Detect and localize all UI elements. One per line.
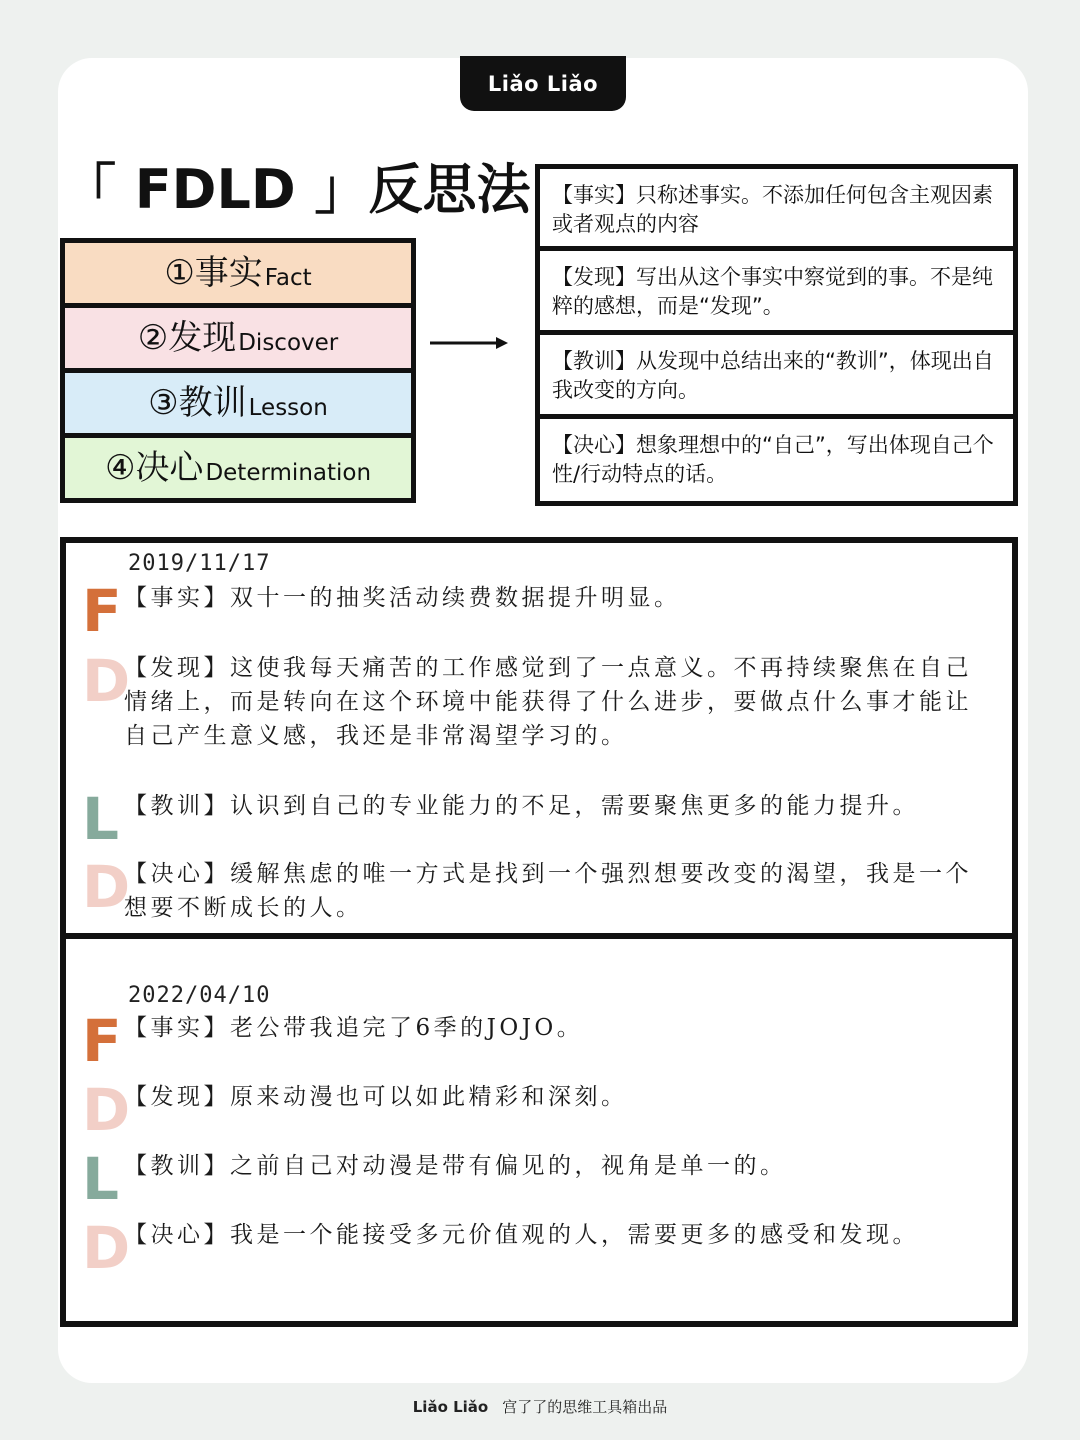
brand-logo: Liǎo Liǎo: [460, 56, 626, 111]
entry-text: 【决心】缓解焦虑的唯一方式是找到一个强烈想要改变的渴望，我是一个想要不断成长的人。: [124, 861, 972, 921]
definition-lesson: 【教训】从发现中总结出来的“教训”，体现出自我改变的方向。: [535, 330, 1018, 419]
letter-d: D: [82, 1214, 131, 1282]
entry-date: 2022/04/10: [128, 983, 271, 1008]
letter-d: D: [82, 647, 131, 715]
footer-text: 宫了了的思维工具箱出品: [502, 1398, 668, 1416]
step-discover-en: Discover: [238, 330, 339, 356]
entry-item: [82, 577, 974, 645]
divider: [66, 933, 1012, 939]
entry-text: 【教训】之前自己对动漫是带有偏见的，视角是单一的。: [124, 1153, 787, 1179]
letter-d: D: [82, 853, 131, 921]
footer: [0, 1396, 1080, 1417]
arrow-right-icon: [430, 333, 510, 353]
entry-item: [82, 1145, 974, 1213]
step-fact-label: ①事实: [164, 253, 263, 293]
definition-list: [535, 164, 1018, 506]
entry-item: [82, 853, 974, 925]
footer-logo: Liǎo Liǎo: [412, 1398, 489, 1416]
entry-item: [82, 1076, 974, 1144]
step-lesson-en: Lesson: [248, 395, 328, 421]
step-discover-label: ②发现: [137, 318, 237, 358]
entry-text: 【发现】原来动漫也可以如此精彩和深刻。: [124, 1084, 628, 1110]
step-determination-en: Determination: [205, 460, 372, 486]
page-title: 「 FDLD 」反思法: [62, 158, 531, 221]
definition-discover: 【发现】写出从这个事实中察觉到的事。不是纯粹的感想，而是“发现”。: [535, 246, 1018, 335]
step-determination-label: ④决心: [104, 448, 204, 488]
definition-determination: 【决心】想象理想中的“自己”，写出体现自己个性/行动特点的话。: [535, 414, 1018, 506]
step-determination: [60, 433, 416, 503]
step-fact: [60, 238, 416, 308]
entry-text: 【教训】认识到自己的专业能力的不足，需要聚焦更多的能力提升。: [124, 793, 919, 819]
entry-item: [82, 1214, 974, 1282]
step-list: [60, 238, 416, 503]
letter-f: F: [82, 577, 122, 645]
letter-l: L: [82, 785, 119, 853]
entry-item: [82, 647, 974, 753]
journal-box: [60, 537, 1018, 1327]
step-lesson-label: ③教训: [148, 383, 247, 423]
step-fact-en: Fact: [264, 265, 312, 291]
letter-f: F: [82, 1007, 122, 1075]
step-discover: [60, 303, 416, 373]
entry-item: [82, 785, 974, 853]
letter-l: L: [82, 1145, 119, 1213]
entry-text: 【事实】双十一的抽奖活动续费数据提升明显。: [124, 585, 681, 611]
step-lesson: [60, 368, 416, 438]
letter-d: D: [82, 1076, 131, 1144]
entry-text: 【事实】老公带我追完了6季的JOJO。: [124, 1015, 584, 1041]
entry-item: [82, 1007, 974, 1075]
definition-fact: 【事实】只称述事实。不添加任何包含主观因素或者观点的内容: [535, 164, 1018, 251]
entry-date: 2019/11/17: [128, 551, 271, 576]
entry-text: 【决心】我是一个能接受多元价值观的人，需要更多的感受和发现。: [124, 1222, 919, 1248]
entry-text: 【发现】这使我每天痛苦的工作感觉到了一点意义。不再持续聚焦在自己情绪上，而是转向在这个环境中能获得了什么进步，要做点什么事才能让自己产生意义感，我还是非常渴望学习的。: [124, 655, 972, 749]
